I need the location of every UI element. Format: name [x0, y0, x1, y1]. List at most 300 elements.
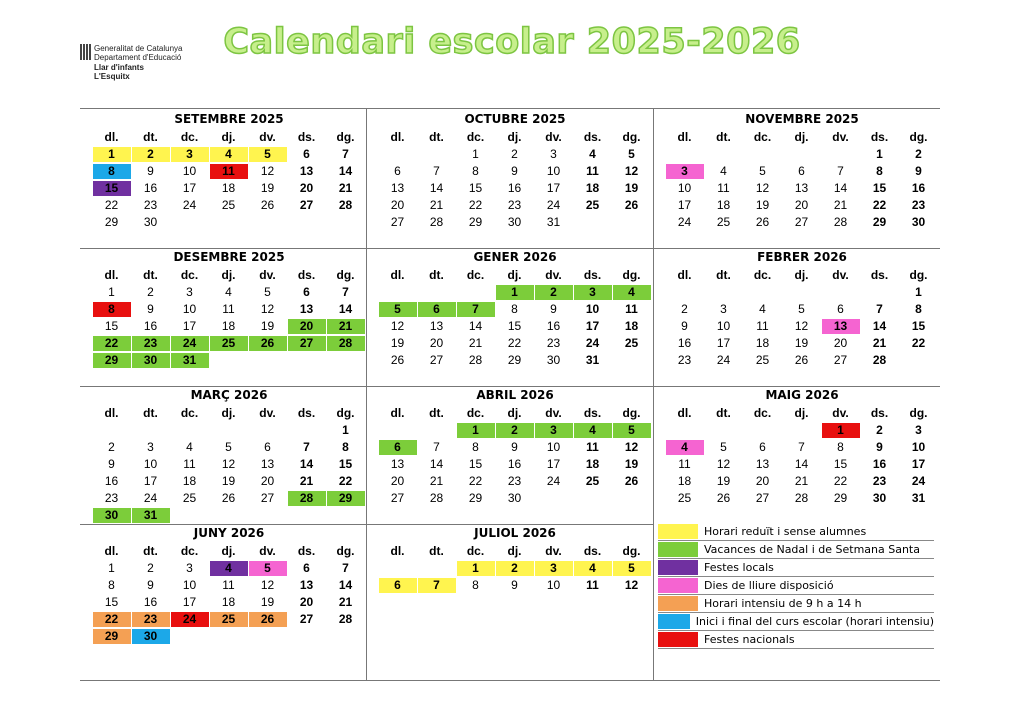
day-cell: 22 [468, 198, 483, 212]
day-cell: 2 [147, 285, 154, 299]
day-cell: 7 [342, 147, 349, 161]
month-7 [378, 386, 652, 507]
weekday-header: dg. [622, 406, 641, 420]
weekday-header: ds. [870, 268, 889, 282]
legend-swatch [658, 542, 698, 557]
weekday-header: ds. [297, 268, 316, 282]
day-cell: 10 [546, 578, 561, 592]
day-cell: 13 [299, 164, 314, 178]
month-1 [378, 110, 652, 231]
day-cell: 12 [624, 440, 639, 454]
weekday-header: dc. [753, 130, 772, 144]
day-cell: 18 [677, 474, 692, 488]
empty-cell [379, 423, 417, 438]
month-title: JULIOL 2026 [474, 526, 556, 540]
day-cell: 6 [264, 440, 271, 454]
legend-item [658, 577, 934, 595]
day-cell: 10 [911, 440, 926, 454]
day-cell: 24 [585, 336, 600, 350]
day-cell-highlighted: 1 [496, 285, 534, 300]
day-cell-highlighted: 8 [93, 164, 131, 179]
weekday-header: dl. [104, 406, 119, 420]
day-cell: 9 [550, 302, 557, 316]
day-cell: 25 [585, 474, 600, 488]
empty-cell [705, 147, 743, 162]
day-cell: 25 [677, 491, 692, 505]
day-cell: 2 [147, 561, 154, 575]
day-cell: 23 [911, 198, 926, 212]
weekday-header: dv. [832, 268, 849, 282]
day-cell-highlighted: 4 [574, 561, 612, 576]
day-cell: 17 [677, 198, 692, 212]
day-cell: 16 [143, 319, 158, 333]
empty-cell [705, 423, 743, 438]
empty-cell [379, 147, 417, 162]
legend-swatch [658, 614, 690, 629]
weekday-header: dg. [909, 130, 928, 144]
day-cell: 26 [624, 198, 639, 212]
weekday-header: dj. [221, 130, 236, 144]
weekday-header: dc. [180, 406, 199, 420]
day-cell: 9 [511, 578, 518, 592]
day-cell: 22 [507, 336, 522, 350]
day-cell-highlighted: 31 [171, 353, 209, 368]
day-cell-highlighted: 6 [379, 440, 417, 455]
day-cell: 17 [911, 457, 926, 471]
empty-cell [288, 423, 326, 438]
day-cell: 9 [511, 164, 518, 178]
weekday-header: dg. [336, 268, 355, 282]
empty-cell [783, 147, 821, 162]
day-cell: 17 [143, 474, 158, 488]
day-cell: 3 [550, 147, 557, 161]
weekday-header: dv. [545, 406, 562, 420]
day-cell: 30 [507, 215, 522, 229]
day-cell: 5 [798, 302, 805, 316]
legend-swatch [658, 632, 698, 647]
day-cell-highlighted: 22 [93, 336, 131, 351]
day-cell: 24 [677, 215, 692, 229]
day-cell: 20 [390, 474, 405, 488]
day-cell: 24 [911, 474, 926, 488]
day-cell: 6 [837, 302, 844, 316]
day-cell-highlighted: 1 [822, 423, 860, 438]
month-title: ABRIL 2026 [476, 388, 554, 402]
day-cell-highlighted: 6 [418, 302, 456, 317]
day-cell: 2 [876, 423, 883, 437]
legend-label: Inici i final del curs escolar (horari intensiu) [695, 615, 934, 628]
day-cell: 30 [546, 353, 561, 367]
day-cell: 15 [338, 457, 353, 471]
logo-line-3: Llar d'infants [94, 63, 144, 72]
weekday-header: dt. [716, 406, 731, 420]
day-cell: 13 [390, 181, 405, 195]
day-cell: 5 [720, 440, 727, 454]
day-cell-highlighted: 5 [249, 561, 287, 576]
day-cell: 3 [147, 440, 154, 454]
day-cell: 1 [915, 285, 922, 299]
weekday-header: dg. [336, 130, 355, 144]
day-cell: 27 [390, 215, 405, 229]
day-cell: 22 [338, 474, 353, 488]
day-cell: 11 [222, 578, 235, 592]
day-cell: 16 [911, 181, 926, 195]
day-cell-highlighted: 26 [249, 612, 287, 627]
empty-cell [457, 285, 495, 300]
day-cell: 24 [182, 198, 197, 212]
weekday-header: ds. [297, 406, 316, 420]
weekday-header: dv. [545, 268, 562, 282]
day-cell: 27 [260, 491, 275, 505]
day-cell: 24 [716, 353, 731, 367]
day-cell: 27 [299, 198, 314, 212]
day-cell: 9 [147, 578, 154, 592]
weekday-header: dt. [429, 406, 444, 420]
empty-cell [666, 285, 704, 300]
weekday-header: dl. [390, 268, 405, 282]
day-cell: 10 [677, 181, 692, 195]
day-cell: 11 [586, 578, 599, 592]
day-cell: 19 [624, 457, 639, 471]
day-cell: 9 [147, 164, 154, 178]
weekday-header: ds. [870, 406, 889, 420]
legend-swatch [658, 596, 698, 611]
day-cell: 17 [182, 181, 197, 195]
day-cell: 25 [221, 198, 236, 212]
day-cell: 11 [625, 302, 638, 316]
day-cell-highlighted: 25 [210, 612, 248, 627]
weekday-header: dg. [909, 268, 928, 282]
day-cell: 9 [681, 319, 688, 333]
day-cell: 19 [260, 595, 275, 609]
day-cell-highlighted: 7 [418, 578, 456, 593]
day-cell: 15 [833, 457, 848, 471]
day-cell: 8 [876, 164, 883, 178]
day-cell: 8 [342, 440, 349, 454]
legend-item [658, 595, 934, 613]
day-cell: 2 [915, 147, 922, 161]
day-cell: 19 [260, 319, 275, 333]
day-cell: 16 [143, 595, 158, 609]
day-cell-highlighted: 7 [457, 302, 495, 317]
day-cell: 2 [108, 440, 115, 454]
day-cell: 14 [338, 578, 353, 592]
month-10 [378, 524, 652, 594]
day-cell: 3 [915, 423, 922, 437]
day-cell: 13 [429, 319, 444, 333]
weekday-header: dl. [104, 268, 119, 282]
day-cell: 27 [429, 353, 444, 367]
month-title: DESEMBRE 2025 [173, 250, 285, 264]
day-cell-highlighted: 31 [132, 508, 170, 523]
weekday-header: dj. [221, 406, 236, 420]
day-cell: 21 [338, 181, 353, 195]
day-cell: 27 [794, 215, 809, 229]
legend-label: Vacances de Nadal i de Setmana Santa [704, 543, 920, 556]
day-cell: 29 [507, 353, 522, 367]
month-title: JUNY 2026 [193, 526, 265, 540]
day-cell: 26 [260, 198, 275, 212]
day-cell: 30 [872, 491, 887, 505]
day-cell: 2 [511, 147, 518, 161]
day-cell-highlighted: 29 [93, 629, 131, 644]
month-2 [665, 110, 939, 231]
day-cell: 8 [472, 440, 479, 454]
day-cell: 12 [716, 457, 731, 471]
empty-cell [418, 285, 456, 300]
day-cell: 14 [429, 457, 444, 471]
day-cell-highlighted: 5 [249, 147, 287, 162]
day-cell: 12 [624, 164, 639, 178]
legend-item [658, 523, 934, 541]
day-cell: 23 [677, 353, 692, 367]
day-cell: 7 [837, 164, 844, 178]
weekday-header: ds. [583, 268, 602, 282]
day-cell: 9 [915, 164, 922, 178]
day-cell: 30 [143, 215, 158, 229]
day-cell: 19 [755, 198, 770, 212]
empty-cell [783, 285, 821, 300]
weekday-header: dj. [794, 268, 809, 282]
day-cell: 18 [182, 474, 197, 488]
weekday-header: dc. [466, 406, 485, 420]
day-cell: 19 [221, 474, 236, 488]
weekday-header: dv. [259, 406, 276, 420]
day-cell: 28 [429, 491, 444, 505]
day-cell: 1 [472, 147, 479, 161]
legend-item [658, 559, 934, 577]
day-cell: 10 [143, 457, 158, 471]
day-cell: 22 [833, 474, 848, 488]
day-cell: 19 [390, 336, 405, 350]
legend-swatch [658, 524, 698, 539]
weekday-header: dj. [221, 268, 236, 282]
weekday-header: dl. [390, 544, 405, 558]
day-cell: 22 [911, 336, 926, 350]
day-cell-highlighted: 3 [535, 423, 573, 438]
weekday-header: ds. [583, 406, 602, 420]
day-cell: 10 [716, 319, 731, 333]
day-cell: 23 [546, 336, 561, 350]
day-cell-highlighted: 30 [93, 508, 131, 523]
day-cell: 6 [759, 440, 766, 454]
day-cell: 20 [260, 474, 275, 488]
day-cell: 7 [342, 561, 349, 575]
day-cell: 29 [872, 215, 887, 229]
day-cell: 29 [104, 215, 119, 229]
empty-cell [744, 423, 782, 438]
weekday-header: dc. [466, 544, 485, 558]
day-cell-highlighted: 29 [327, 491, 365, 506]
empty-cell [249, 423, 287, 438]
day-cell: 10 [182, 578, 197, 592]
day-cell: 13 [755, 457, 770, 471]
day-cell-highlighted: 21 [327, 319, 365, 334]
empty-cell [379, 285, 417, 300]
day-cell: 13 [299, 578, 314, 592]
day-cell: 9 [147, 302, 154, 316]
weekday-header: dl. [390, 130, 405, 144]
day-cell: 11 [586, 440, 599, 454]
day-cell: 2 [681, 302, 688, 316]
weekday-header: dv. [545, 544, 562, 558]
month-title: OCTUBRE 2025 [464, 112, 566, 126]
weekday-header: dc. [466, 130, 485, 144]
day-cell-highlighted: 23 [132, 612, 170, 627]
day-cell: 27 [299, 612, 314, 626]
day-cell: 6 [394, 164, 401, 178]
empty-cell [744, 147, 782, 162]
day-cell: 11 [756, 319, 769, 333]
day-cell: 27 [390, 491, 405, 505]
day-cell: 15 [104, 595, 119, 609]
weekday-header: dj. [507, 268, 522, 282]
day-cell: 18 [585, 181, 600, 195]
weekday-header: dt. [716, 130, 731, 144]
legend [658, 523, 934, 649]
day-cell: 11 [183, 457, 196, 471]
day-cell: 10 [546, 440, 561, 454]
day-cell: 17 [182, 319, 197, 333]
day-cell: 15 [507, 319, 522, 333]
day-cell-highlighted: 5 [613, 561, 651, 576]
day-cell: 19 [624, 181, 639, 195]
day-cell: 1 [108, 285, 115, 299]
day-cell: 15 [468, 181, 483, 195]
day-cell: 3 [720, 302, 727, 316]
weekday-header: dt. [429, 544, 444, 558]
weekday-header: dc. [180, 268, 199, 282]
day-cell: 15 [911, 319, 926, 333]
day-cell: 22 [468, 474, 483, 488]
empty-cell [705, 285, 743, 300]
day-cell: 15 [104, 319, 119, 333]
day-cell: 30 [911, 215, 926, 229]
day-cell-highlighted: 6 [379, 578, 417, 593]
weekday-header: dt. [429, 130, 444, 144]
weekday-header: dj. [794, 406, 809, 420]
day-cell-highlighted: 5 [379, 302, 417, 317]
weekday-header: dg. [336, 544, 355, 558]
day-cell: 13 [260, 457, 275, 471]
day-cell: 9 [876, 440, 883, 454]
weekday-header: dj. [221, 544, 236, 558]
day-cell: 24 [546, 198, 561, 212]
day-cell: 27 [755, 491, 770, 505]
day-cell: 17 [585, 319, 600, 333]
day-cell: 6 [303, 561, 310, 575]
weekday-header: dj. [507, 130, 522, 144]
month-title: FEBRER 2026 [757, 250, 847, 264]
day-cell: 15 [872, 181, 887, 195]
weekday-header: dg. [622, 268, 641, 282]
weekday-header: dl. [677, 268, 692, 282]
day-cell: 27 [833, 353, 848, 367]
day-cell: 4 [589, 147, 596, 161]
legend-label: Horari reduït i sense alumnes [704, 525, 867, 538]
day-cell: 19 [716, 474, 731, 488]
day-cell: 5 [225, 440, 232, 454]
day-cell: 14 [468, 319, 483, 333]
empty-cell [210, 423, 248, 438]
day-cell: 25 [585, 198, 600, 212]
day-cell: 20 [794, 198, 809, 212]
day-cell: 10 [585, 302, 600, 316]
month-5 [665, 248, 939, 369]
day-cell: 26 [390, 353, 405, 367]
day-cell: 18 [755, 336, 770, 350]
day-cell: 8 [511, 302, 518, 316]
day-cell-highlighted: 25 [210, 336, 248, 351]
day-cell-highlighted: 30 [132, 353, 170, 368]
day-cell-highlighted: 11 [210, 164, 248, 179]
day-cell-highlighted: 22 [93, 612, 131, 627]
day-cell: 12 [260, 302, 275, 316]
day-cell: 8 [472, 164, 479, 178]
weekday-header: dg. [909, 406, 928, 420]
day-cell-highlighted: 3 [666, 164, 704, 179]
day-cell-highlighted: 23 [132, 336, 170, 351]
legend-item [658, 613, 934, 631]
month-title: GENER 2026 [473, 250, 557, 264]
empty-cell [418, 147, 456, 162]
day-cell: 16 [546, 319, 561, 333]
day-cell: 8 [108, 578, 115, 592]
day-cell: 21 [794, 474, 809, 488]
day-cell: 21 [299, 474, 314, 488]
weekday-header: dv. [832, 130, 849, 144]
day-cell: 25 [182, 491, 197, 505]
month-8 [665, 386, 939, 507]
month-9 [92, 524, 366, 645]
empty-cell [171, 423, 209, 438]
month-title: MARÇ 2026 [190, 388, 268, 402]
day-cell: 4 [225, 285, 232, 299]
day-cell: 26 [794, 353, 809, 367]
day-cell: 21 [338, 595, 353, 609]
weekday-header: dv. [259, 544, 276, 558]
day-cell: 24 [143, 491, 158, 505]
day-cell: 22 [872, 198, 887, 212]
day-cell: 10 [182, 302, 197, 316]
day-cell: 14 [338, 302, 353, 316]
day-cell: 11 [717, 181, 730, 195]
day-cell: 7 [876, 302, 883, 316]
day-cell: 14 [338, 164, 353, 178]
day-cell: 31 [585, 353, 600, 367]
day-cell: 5 [264, 285, 271, 299]
day-cell: 9 [108, 457, 115, 471]
day-cell: 8 [837, 440, 844, 454]
day-cell: 16 [507, 457, 522, 471]
legend-label: Dies de lliure disposició [704, 579, 834, 592]
weekday-header: dc. [753, 406, 772, 420]
month-title: SETEMBRE 2025 [174, 112, 284, 126]
day-cell-highlighted: 2 [496, 423, 534, 438]
day-cell: 13 [794, 181, 809, 195]
day-cell: 8 [915, 302, 922, 316]
day-cell: 29 [468, 491, 483, 505]
day-cell-highlighted: 2 [132, 147, 170, 162]
day-cell-highlighted: 2 [496, 561, 534, 576]
month-4 [378, 248, 652, 369]
day-cell-highlighted: 3 [535, 561, 573, 576]
weekday-header: dl. [104, 544, 119, 558]
day-cell-highlighted: 30 [132, 629, 170, 644]
day-cell: 20 [299, 181, 314, 195]
day-cell: 28 [833, 215, 848, 229]
day-cell-highlighted: 26 [249, 336, 287, 351]
